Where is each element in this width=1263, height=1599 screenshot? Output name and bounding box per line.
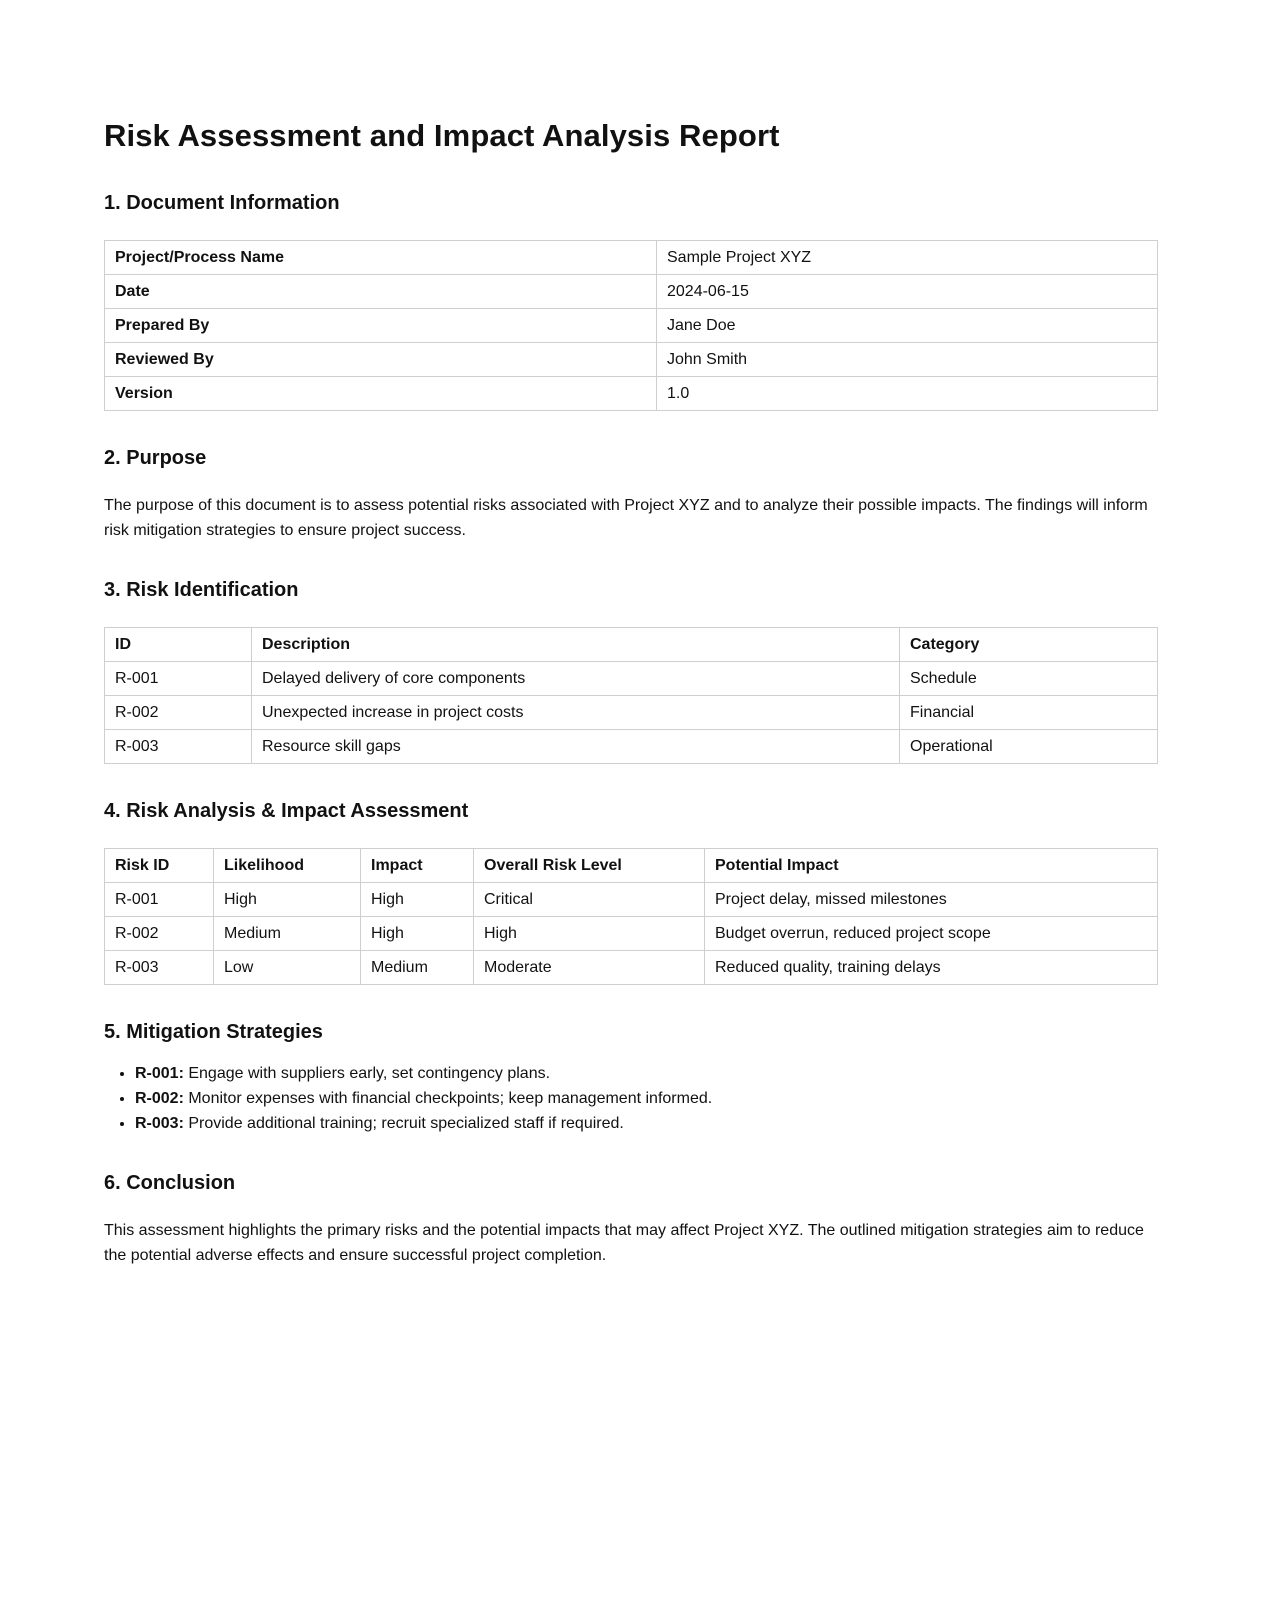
table-row: [105, 241, 1158, 275]
list-item: [135, 1061, 1158, 1086]
risk-analysis-table: [104, 848, 1158, 985]
mitigation-risk-id: R-002:: [135, 1090, 184, 1107]
column-header: Overall Risk Level: [474, 849, 705, 883]
info-label: Prepared By: [105, 309, 657, 343]
table-cell: Financial: [900, 696, 1158, 730]
table-cell: Delayed delivery of core components: [252, 662, 900, 696]
section-heading-mitigation-strategies: 5. Mitigation Strategies: [104, 1021, 323, 1043]
table-cell: R-001: [105, 662, 252, 696]
table-cell: High: [214, 883, 361, 917]
table-header-row: [105, 849, 1158, 883]
table-row: [105, 343, 1158, 377]
purpose-paragraph: The purpose of this document is to assess potential risks associated with Project XYZ and to analyze their possible impacts. The findings will inform risk mitigation strategies to ensure project success.: [104, 497, 1148, 539]
column-header: Description: [252, 628, 900, 662]
table-cell: R-002: [105, 917, 214, 951]
info-value: 1.0: [657, 377, 1158, 411]
info-value: Jane Doe: [657, 309, 1158, 343]
column-header: Likelihood: [214, 849, 361, 883]
list-item: [135, 1086, 1158, 1111]
table-cell: High: [474, 917, 705, 951]
info-label: Project/Process Name: [105, 241, 657, 275]
table-row: [105, 883, 1158, 917]
table-cell: High: [361, 917, 474, 951]
table-cell: Project delay, missed milestones: [705, 883, 1158, 917]
document-information-table: [104, 240, 1158, 411]
info-value: Sample Project XYZ: [657, 241, 1158, 275]
table-row: [105, 730, 1158, 764]
column-header: Potential Impact: [705, 849, 1158, 883]
section-heading-purpose: 2. Purpose: [104, 447, 207, 469]
table-cell: Moderate: [474, 951, 705, 985]
table-cell: Medium: [361, 951, 474, 985]
table-cell: Resource skill gaps: [252, 730, 900, 764]
table-cell: Low: [214, 951, 361, 985]
table-row: [105, 662, 1158, 696]
mitigation-text: Engage with suppliers early, set contingency plans.: [183, 1065, 551, 1082]
table-cell: Operational: [900, 730, 1158, 764]
table-row: [105, 951, 1158, 985]
mitigation-text: Provide additional training; recruit specialized staff if required.: [183, 1115, 624, 1132]
mitigation-risk-id: R-003:: [135, 1115, 184, 1132]
section-heading-document-information: 1. Document Information: [104, 192, 340, 214]
table-cell: Critical: [474, 883, 705, 917]
info-label: Date: [105, 275, 657, 309]
mitigation-risk-id: R-001:: [135, 1065, 184, 1082]
mitigation-list: [104, 1061, 1158, 1136]
column-header: Category: [900, 628, 1158, 662]
section-heading-risk-analysis: 4. Risk Analysis & Impact Assessment: [104, 800, 469, 822]
risk-identification-table: [104, 627, 1158, 764]
info-value: 2024-06-15: [657, 275, 1158, 309]
section-heading-risk-identification: 3. Risk Identification: [104, 579, 299, 601]
info-value: John Smith: [657, 343, 1158, 377]
table-row: [105, 309, 1158, 343]
table-cell: Medium: [214, 917, 361, 951]
page-title: Risk Assessment and Impact Analysis Report: [104, 118, 780, 153]
info-label: Version: [105, 377, 657, 411]
table-cell: R-001: [105, 883, 214, 917]
table-cell: Unexpected increase in project costs: [252, 696, 900, 730]
column-header: ID: [105, 628, 252, 662]
column-header: Impact: [361, 849, 474, 883]
list-item: [135, 1111, 1158, 1136]
table-row: [105, 377, 1158, 411]
table-cell: R-003: [105, 730, 252, 764]
table-row: [105, 696, 1158, 730]
table-cell: R-003: [105, 951, 214, 985]
table-header-row: [105, 628, 1158, 662]
table-row: [105, 917, 1158, 951]
table-cell: High: [361, 883, 474, 917]
table-cell: Budget overrun, reduced project scope: [705, 917, 1158, 951]
mitigation-text: Monitor expenses with financial checkpoints; keep management informed.: [183, 1090, 713, 1107]
table-cell: Reduced quality, training delays: [705, 951, 1158, 985]
section-heading-conclusion: 6. Conclusion: [104, 1172, 236, 1194]
info-label: Reviewed By: [105, 343, 657, 377]
table-row: [105, 275, 1158, 309]
table-cell: R-002: [105, 696, 252, 730]
conclusion-paragraph: This assessment highlights the primary risks and the potential impacts that may affect Project XYZ. The outlined mitigation strategies aim to reduce the potential adverse effects and ensure successful project completion.: [104, 1222, 1144, 1264]
table-cell: Schedule: [900, 662, 1158, 696]
column-header: Risk ID: [105, 849, 214, 883]
